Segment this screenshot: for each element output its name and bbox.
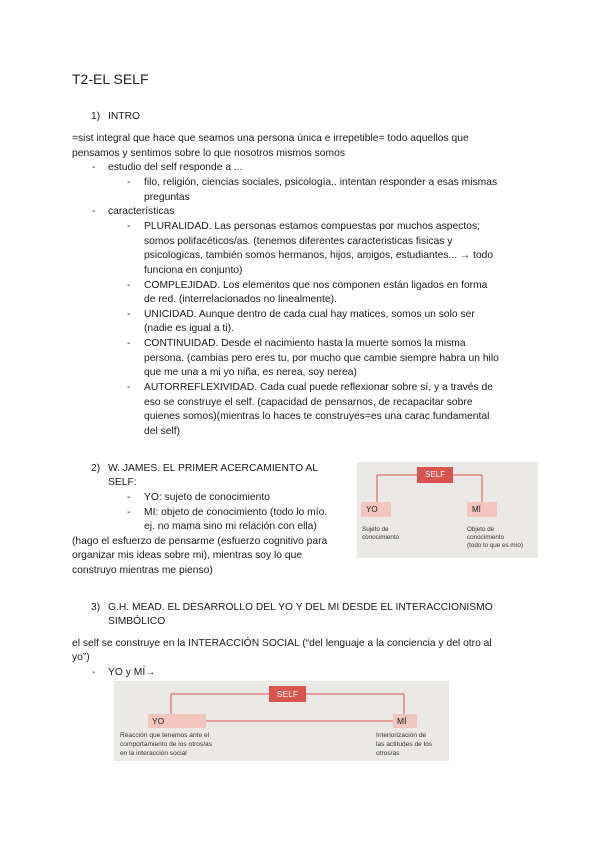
james-paragraph-line-2: organizar mis ideas sobre mi), mientras soy lo que (72, 550, 303, 561)
james-yo-bullet: YO: sujeto de conocimiento (144, 492, 270, 503)
mead-paragraph-line-1: el self se construye en la INTERACCIÓN SOCIAL (“del lenguaje a la conciencia y del otro al (72, 638, 492, 649)
mi-caption-line-3: (todo lo que es mío) (467, 542, 524, 549)
bullet-study: estudio del self responde a ... (108, 162, 243, 173)
autorreflexividad-line-3: quienes somos)(mientras lo haces te construyes=es una carac fundamental (144, 411, 490, 422)
self-box: SELF (269, 686, 306, 702)
yo-caption-line-1: Sujeto de (362, 526, 389, 533)
complejidad-line-1: COMPLEJIDAD. Los elementos que nos componen están ligados en forma (144, 280, 488, 291)
bullet-dash: - (127, 280, 131, 291)
section-2-heading-line-1: W. JAMES. EL PRIMER ACERCAMIENTO AL (108, 463, 318, 474)
mead-self-diagram (114, 681, 449, 761)
pluralidad-line-1: PLURALIDAD. Las personas estamos compuestas por muchos aspectos; (144, 221, 480, 232)
section-2-heading-line-2: SELF: (108, 477, 137, 488)
pluralidad-line-2: somos polifacéticos/as. (tenemos diferentes caracteristicas fisicas y (144, 236, 453, 247)
mi-box: MÍ (393, 714, 417, 728)
continuidad-line-3: que me una a mi yo niña, es nerea, soy nerea) (144, 367, 357, 378)
bullet-dash: - (127, 309, 131, 320)
continuidad-line-1: CONTINUIDAD. Desde el nacimiento hasta la muerte somos la misma (144, 338, 466, 349)
mi-caption-line-2: las actitudes de los (376, 741, 433, 748)
bullet-dash: - (92, 162, 96, 173)
section-1-heading: INTRO (108, 111, 141, 122)
unicidad-line-2: (nadie es igual a ti). (144, 323, 234, 334)
james-paragraph-line-1: (hago el esfuerzo de pensarme (esfuerzo cognitivo para (72, 536, 328, 547)
section-3-heading-line-1: G.H. MEAD. EL DESARROLLO DEL YO Y DEL MI DESDE EL INTERACCIONISMO (108, 602, 493, 613)
mi-caption-line-2: conocimiento (467, 534, 505, 541)
mi-caption-line-1: Interiorización de (376, 732, 427, 739)
bullet-dash: - (127, 382, 131, 393)
bullet-dash: - (127, 492, 131, 503)
yo-caption-line-3: en la interacción social (120, 750, 187, 757)
intro-line-1: =sist integral que hace que seamos una persona única e irrepetible= todo aquellos que (72, 133, 469, 144)
section-2-number: 2) (91, 463, 101, 474)
section-3-heading-line-2: SIMBÓLICO (108, 616, 166, 627)
james-mi-line-2: ej. no mama sino mi relación con ella) (144, 521, 317, 532)
mi-caption-line-3: otros/as (376, 750, 400, 757)
continuidad-line-2: persona. (cambias pero eres tu, por mucho que cambie siempre habra un hilo (144, 353, 499, 364)
pluralidad-line-3: psicologicas, también somos hermanos, hijos, amigos, estudiantes... → todo (144, 250, 494, 261)
subbullet-filo-line-1: filo, religión, ciencias sociales, psicología.. intentan responder a esas mismas (144, 177, 498, 188)
yo-caption-line-2: comportamiento de los otros/as (120, 741, 212, 748)
intro-line-2: pensamos y sentimos sobre lo que nosotros mismos somos (72, 148, 345, 159)
unicidad-line-1: UNICIDAD. Aunque dentro de cada cual hay matices, somos un solo ser (144, 309, 475, 320)
autorreflexividad-line-2: eso se construye el self. (capacidad de pensarnos, de recapacitar sobre (144, 397, 473, 408)
pluralidad-line-4: funciona en conjunto) (144, 265, 243, 276)
bullet-characteristics: características (108, 206, 175, 217)
autorreflexividad-line-4: del self) (144, 426, 181, 437)
subbullet-filo-line-2: preguntas (144, 192, 190, 203)
yo-box: YO (148, 714, 206, 728)
yo-box: YO (361, 502, 391, 517)
mead-yo-mi-bullet: YO y MÍ→ (108, 667, 156, 678)
bullet-dash: - (92, 206, 96, 217)
mead-paragraph-line-2: yo”) (72, 652, 90, 663)
yo-caption-line-2: conocimiento (362, 534, 400, 541)
self-box: SELF (417, 467, 453, 483)
mi-box: MÍ (467, 502, 497, 517)
bullet-dash: - (127, 221, 131, 232)
mi-caption-line-1: Objeto de (467, 526, 495, 533)
james-mi-line-1: MI: objeto de conocimiento (todo lo mío. (144, 507, 328, 518)
section-1-number: 1) (91, 111, 101, 122)
yo-caption-line-1: Reacción que tenemos ante el (120, 732, 210, 739)
section-3-number: 3) (91, 602, 101, 613)
autorreflexividad-line-1: AUTORREFLEXIVIDAD. Cada cual puede reflexionar sobre sí, y a través de (144, 382, 493, 393)
james-self-diagram (357, 462, 538, 558)
page-title: T2-EL SELF (72, 71, 149, 87)
bullet-dash: - (127, 177, 131, 188)
bullet-dash: - (127, 507, 131, 518)
complejidad-line-2: de red. (interrelacionados no linealmente). (144, 294, 337, 305)
bullet-dash: - (92, 667, 96, 678)
bullet-dash: - (127, 338, 131, 349)
james-paragraph-line-3: construyo mientras me pienso) (72, 565, 213, 576)
